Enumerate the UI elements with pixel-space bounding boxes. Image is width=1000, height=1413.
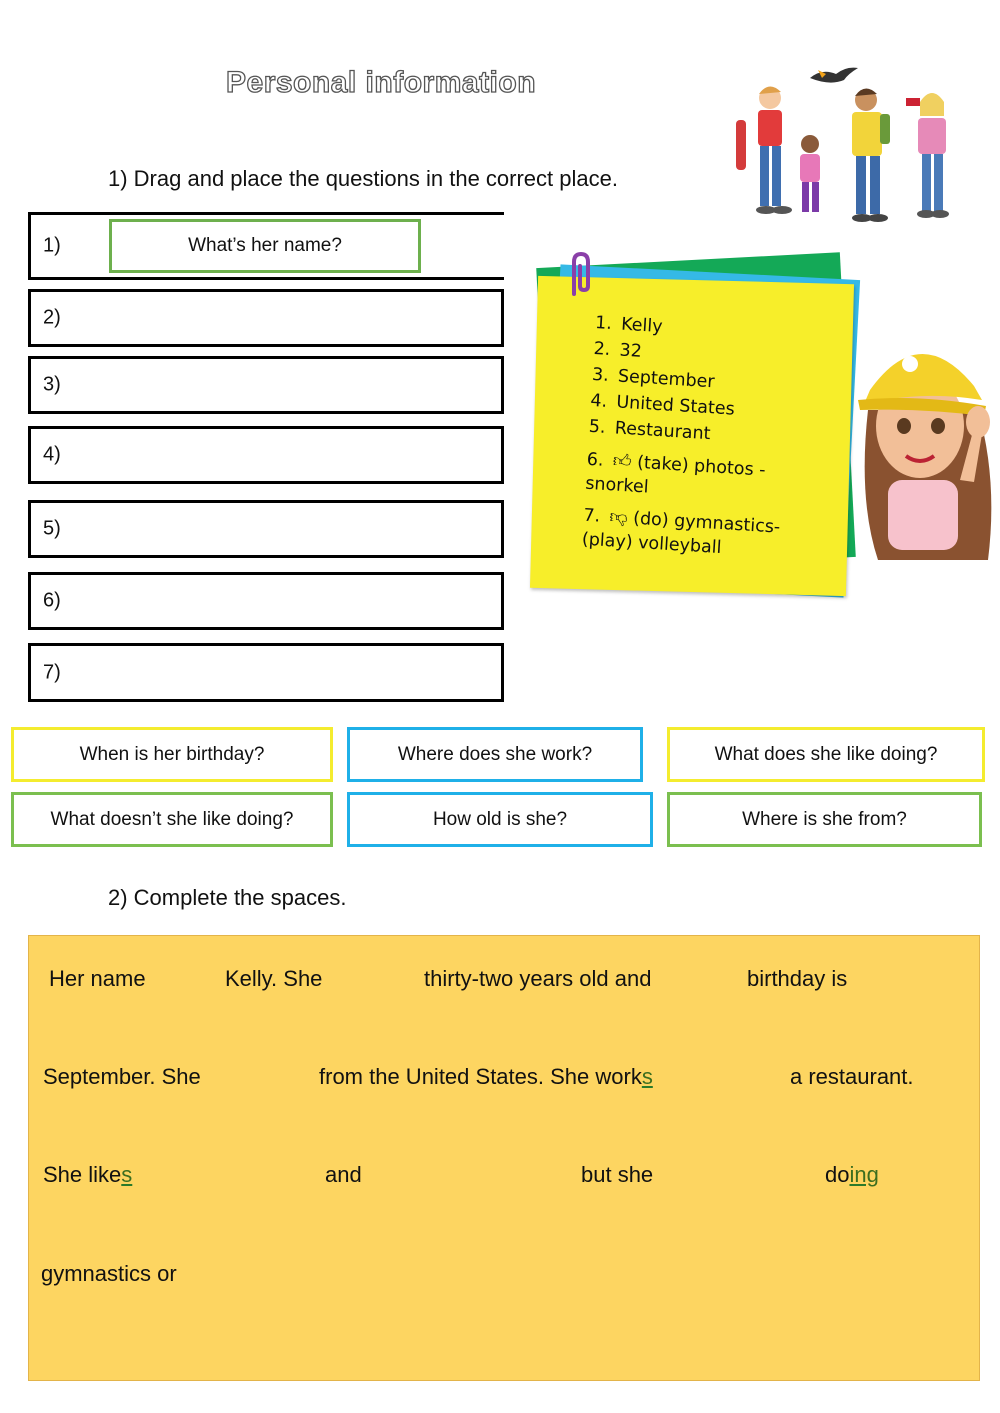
question-chip[interactable]: Where does she work? — [347, 727, 643, 782]
question-chip[interactable]: What doesn’t she like doing? — [11, 792, 333, 847]
section1-instruction: 1) Drag and place the questions in the correct place. — [108, 166, 618, 191]
page-title: Personal information — [226, 66, 537, 99]
answer-row-2[interactable] — [28, 289, 504, 347]
answer-row-3[interactable] — [28, 356, 504, 414]
text-fragment: thirty-two years old and — [424, 966, 652, 991]
text-fragment: She likes — [43, 1162, 133, 1187]
question-chip[interactable]: How old is she? — [347, 792, 653, 847]
snapchat-ghost-icon — [902, 356, 918, 372]
toucan-icon — [810, 68, 858, 83]
text-fragment: birthday is — [747, 966, 848, 991]
answer-row-7[interactable] — [28, 643, 504, 702]
thumbs-up-icon: 👍︎ — [612, 450, 633, 473]
text-fragment: and — [325, 1162, 362, 1187]
row-number: 7) — [43, 661, 61, 683]
text-fragment: a restaurant. — [790, 1064, 914, 1089]
answer-row-4[interactable] — [28, 426, 504, 484]
note-item-6: 6. 👍︎ (take) photos - snorkel — [584, 449, 767, 498]
question-chip[interactable]: What does she like doing? — [667, 727, 985, 782]
text-fragment: Her name — [49, 966, 146, 991]
note-item-7: 7. 👎︎ (do) gymnastics- (play) volleyball — [581, 505, 781, 559]
row-number: 6) — [43, 589, 61, 612]
text-fragment: doing — [825, 1162, 879, 1187]
placed-question-chip[interactable]: What’s her name? — [109, 219, 421, 273]
answer-row-6[interactable] — [28, 572, 504, 630]
friends-illustration — [722, 60, 992, 230]
row-number: 4) — [43, 443, 61, 466]
thumbs-down-icon: 👎︎ — [608, 506, 629, 529]
paperclip-icon — [566, 250, 596, 296]
text-fragment: gymnastics or — [41, 1261, 177, 1286]
answer-row-5[interactable] — [28, 500, 504, 558]
text-fragment: September. She — [43, 1064, 201, 1089]
question-chip[interactable]: When is her birthday? — [11, 727, 333, 782]
note-item-3: 3. September — [591, 364, 716, 393]
completion-text-box — [28, 935, 980, 1381]
note-item-2: 2. 32 — [593, 338, 643, 362]
text-fragment: Kelly. She — [225, 966, 323, 991]
kelly-avatar — [848, 330, 998, 560]
row-number: 1) — [43, 234, 61, 257]
sticky-note — [532, 250, 872, 610]
section2-instruction: 2) Complete the spaces. — [108, 885, 347, 910]
text-fragment: from the United States. She works — [319, 1064, 653, 1089]
note-item-5: 5. Restaurant — [588, 416, 712, 445]
note-item-4: 4. United States — [589, 390, 736, 420]
row-number: 3) — [43, 373, 61, 396]
question-chip[interactable]: Where is she from? — [667, 792, 982, 847]
text-fragment: but she — [581, 1162, 654, 1187]
answer-row-1[interactable] — [28, 212, 504, 280]
row-number: 5) — [43, 517, 61, 540]
note-item-1: 1. Kelly — [594, 312, 664, 338]
row-number: 2) — [43, 306, 61, 329]
